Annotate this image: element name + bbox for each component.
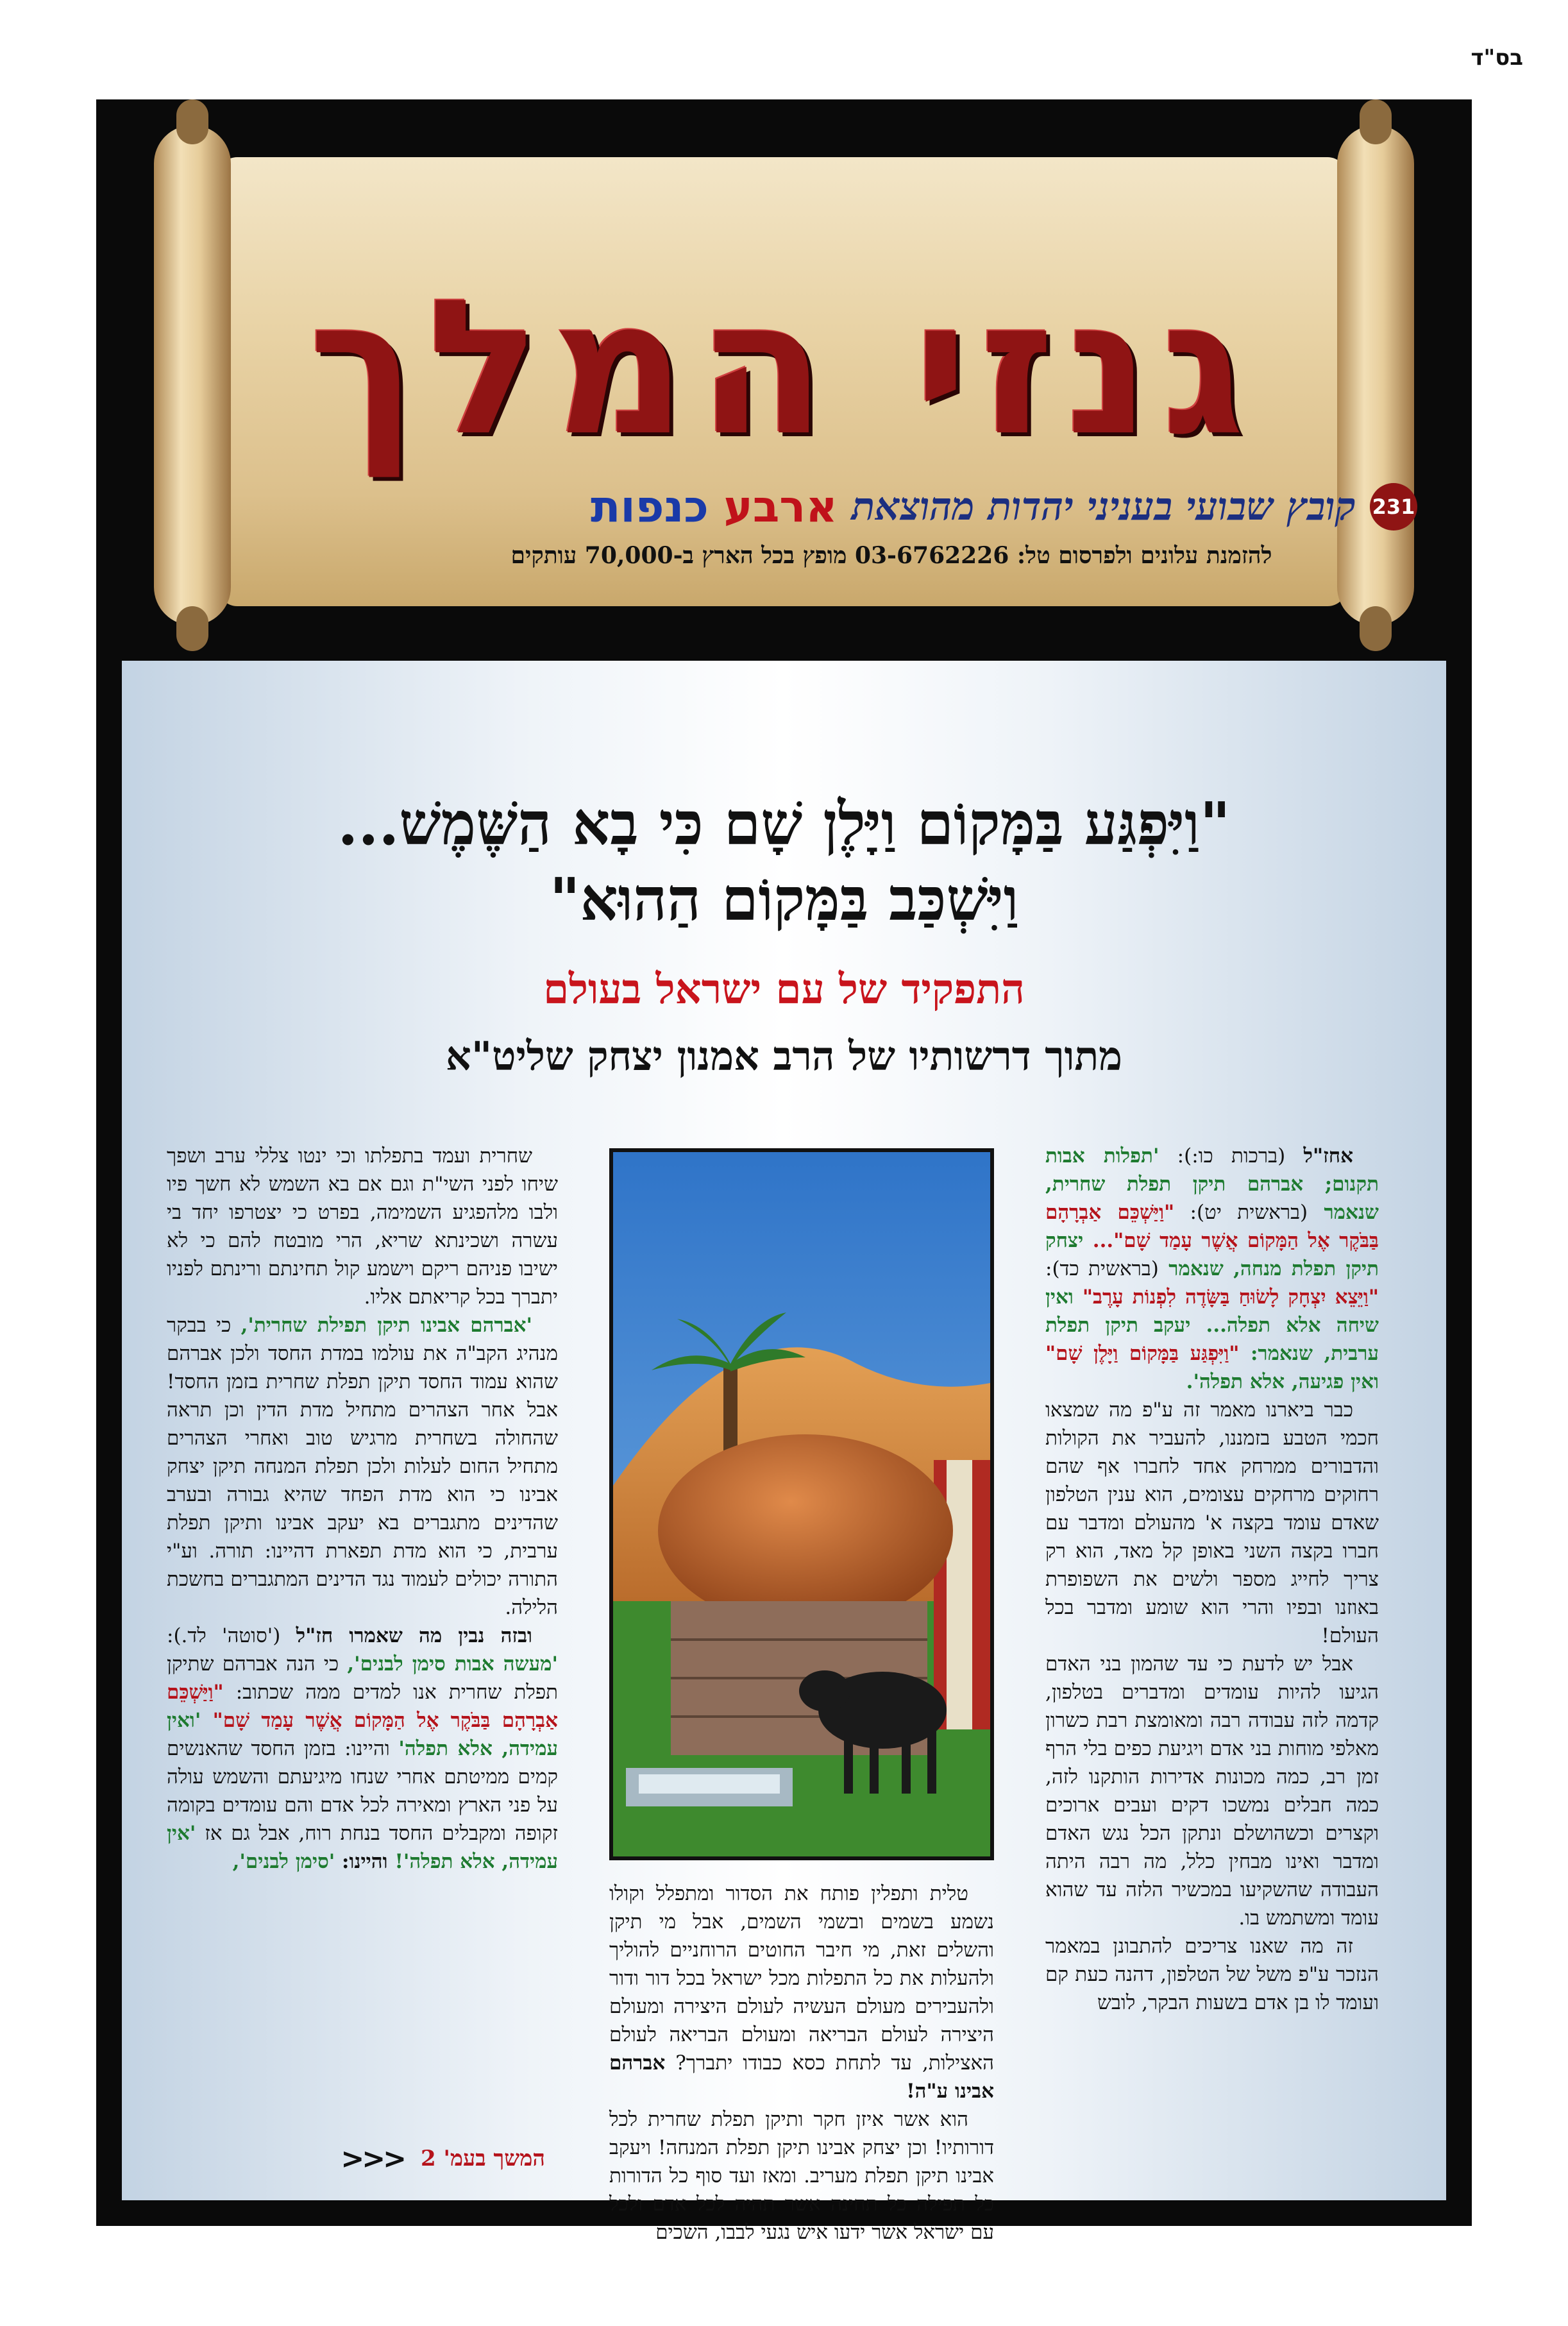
- corner-tag: בס"ד: [1471, 45, 1523, 71]
- paragraph: הוא אשר איזן חקר ותיקן תפלת שחרית לכל דורותיו! וכן יצחק אבינו תיקן תפלת המנחה! ויעקב אבינו תיקן תפלת מעריב. ומאז ועד סוף כל הדורות כל תפילה כל תחינה אשר תהיה לכל אדם ולכל עם ישראל אשר ידעו איש נגעי לבבו, השכים: [609, 2108, 994, 2244]
- article-headline: [122, 786, 1446, 937]
- article-column-middle: [609, 1880, 994, 2244]
- issue-number-badge: 231: [1370, 483, 1417, 531]
- masthead-banner: [96, 99, 1472, 651]
- headline-line-2: וַיִּשְׁכַּב בַּמָּקוֹם הַהוּא": [549, 865, 1019, 934]
- paragraph: 'אברהם אבינו תיקן תפילת שחרית', כי בבקר מנהיג הקב"ה את עולמו במדת החסד ולכן אברהם שהוא עמוד החסד תיקן תפלת שחרית בזמן החסד! אבל אחר הצהרים מתחיל מדת הדין וכן תראה שהחולה בשחרית מרגיש טוב ואחרי הצהרים מתחיל החום לעלות ולכן תפלת המנחה תיקן יצחק אבינו כי הוא מדת הפחד שהיא גבורה ובערב שהדינים מתגברים בא יעקב אבינו ותיקן תפלת ערבית, כי הוא מדת תפארת דהיינו: תורה. וע"י התורה יכולים לעמוד נגד הדינים המתגברים בחשכת הלילה.: [167, 1314, 558, 1619]
- contact-line: להזמנת עלונים ולפרסום טל: 03-6762226 מופץ בכל הארץ ב-70,000 עותקים: [510, 542, 1272, 569]
- publisher-logo: [591, 482, 838, 532]
- publisher-logo-part1: ארבע: [723, 481, 838, 532]
- arrows-icon: <<<: [341, 2142, 404, 2175]
- paragraph: אחז"ל (ברכות כו:): 'תפלות אבות תקנום; אברהם תיקן תפלת שחרית, שנאמר (בראשית יט): "וַיַּשְׁכֵּם אַבְרָהָם בַּבֹּקֶר אֶל הַמָּקוֹם אֲשֶׁר עָמַד שָׁם"... יצחק תיקן תפלת מנחה, שנאמר (בראשית כד): "וַיֵּצֵא יִצְחָק לָשׂוּחַ בַּשָּׂדֶה לִפְנוֹת עָרֶב" ואין שיחה אלא תפלה... יעקב תיקן תפלת ערבית, שנאמר: "וַיִּפְגַּע בַּמָּקוֹם וַיָּלֶן שָׁם" ואין פגיעה, אלא תפלה'.: [1045, 1144, 1379, 1393]
- masthead-subline: [340, 478, 1417, 536]
- scroll-roller-right: [1337, 125, 1414, 625]
- scroll-roller-left: [154, 125, 231, 625]
- article-column-right: [1045, 1142, 1379, 2168]
- illustration-well-and-lamb: [609, 1148, 994, 1860]
- publisher-logo-part2: כנפות: [590, 481, 709, 532]
- section-title: התפקיד של עם ישראל בעולם: [543, 965, 1025, 1014]
- article-column-left: [167, 1142, 558, 2143]
- paragraph: שחרית ועמד בתפלתו וכי ינטו צללי ערב ושפך שיחו לפני השי"ת וגם אם בא השמש לא חשך פיו ולבו מלהפגיע השמימה, בפרט כי יצטרפו יחד בי עשרה ושכינתא שריא, הרי מובטח להם כי לא ישיבו פניהם ריקם וישמע קול תחינתם ורינתם לפניו יתברך בכל קריאתם אליו.: [167, 1144, 558, 1309]
- paragraph: זה מה שאנו צריכים להתבונן במאמר הנזכר ע"פ משל של הטלפון, דהנה כעת קם ועומד לו בן אדם בשעות הבקר, לובש: [1045, 1935, 1379, 2014]
- paragraph: כבר ביארנו מאמר זה ע"פ מה שמצאו חכמי הטבע בזמננו, להעביר את הקולות והדבורים ממרחק אחד לחברו אף שהם רחוקים מרחקים עצומים, הוא ענין הטלפון שאדם עומד בקצה א' מהעולם ומדבר עם חברו בקצה השני באופן קל מאד, הוא רק צריך לחייג מספר ולשים את השפופרת באוזנו ובפיו והרי הוא שומע ומדבר בכל העולם!: [1045, 1398, 1379, 1647]
- paragraph: אבל יש לדעת כי עד שהמון בני האדם הגיעו להיות עומדים ומדברים בטלפון, קדמה לזה עבודה רבה ומאומצת רבת כשרון מאלפי מוחות בני אדם ויגיעת כפים בלי הרף זמן רב, כמה מכונות אדירות הותקנו לזה, כמה חבלים נמשכו דקים ועבים ארוכים וקצרים וכשהושלם ונתקן הכל נגש האדם ומדבר ואינו מבחין כלל, מה רבה היתה העבודה שהשקיעו במכשיר הלזה עד שהוא עומד ומשתמש בו.: [1045, 1652, 1379, 1930]
- masthead-subtitle: קובץ שבועי בעניני יהדות מהוצאת: [851, 484, 1356, 529]
- paragraph: ובזה נבין מה שאמרו חז"ל ('סוטה' לד.): 'מעשה אבות סימן לבנים', כי הנה אברהם שתיקן תפלת שחרית אנו למדים ממה שכתוב: "וַיַּשְׁכֵּם אַבְרָהָם בַּבֹּקֶר אֶל הַמָּקוֹם אֲשֶׁר עָמַד שָׁם" 'ואין עמידה, אלא תפלה' והיינו: בזמן החסד שהאנשים קמים ממיטתם אחרי שנחו מיגיעתם והשמש עולה על פני הארץ ומאירה לכל אדם והם עומדים בקומה זקופה ומקבלים החסד בנחת רוח, אבל גם אז 'אין עמידה, אלא תפלה'! והיינו: 'סימן לבנים',: [167, 1624, 558, 1873]
- continued-label: המשך בעמ' 2: [420, 2146, 545, 2171]
- paragraph: טלית ותפלין פותח את הסדור ומתפלל וקולו נשמע בשמים ובשמי השמים, אבל מי תיקן והשלים זאת, מי חיבר החוטים הרוחניים להוליך ולהעלות את כל התפלות מכל ישראל בכל דור ודור ולהעבירים מעולם העשיה לעולם היצירה ומעולם היצירה לעולם הבריאה ומעולם הבריאה לעולם האצילות, עד לתחת כסא כבודו יתברך? אברהם אבינו ע"ה!: [609, 1882, 994, 2103]
- byline: מתוך דרשותיו של הרב אמנון יצחק שליט"א: [446, 1033, 1122, 1080]
- headline-line-1: "וַיִּפְגַּע בַּמָּקוֹם וַיָּלֶן שָׁם כִּי בָא הַשֶּׁמֶשׁ...: [337, 789, 1231, 858]
- masthead-title: גנזי המלך: [308, 260, 1256, 477]
- article-area: [122, 661, 1446, 2244]
- continued-on-page[interactable]: [186, 2139, 545, 2178]
